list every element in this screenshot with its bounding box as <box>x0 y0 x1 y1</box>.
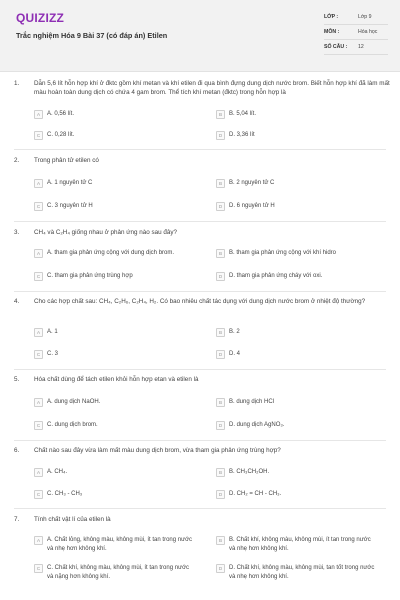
option-text: A. 1 nguyên tử C <box>47 180 93 186</box>
option-letter-box: B <box>216 249 225 258</box>
option-letter-box: C <box>34 272 43 281</box>
meta-key: SỐ CÂU : <box>324 44 348 50</box>
option-a[interactable] <box>34 110 194 119</box>
option-letter-box: C <box>34 490 43 499</box>
option-letter-box: D <box>216 350 225 359</box>
meta-value: 12 <box>358 44 364 50</box>
option-text: B. 2 nguyên tử C <box>229 180 275 186</box>
option-letter-box: D <box>216 421 225 430</box>
option-text: B. 5,04 lít. <box>229 111 257 117</box>
question-number: 1. <box>14 80 20 87</box>
meta-key: MÔN : <box>324 29 340 35</box>
option-letter-box: A <box>34 468 43 477</box>
question-text: Trong phân tử etilen có <box>34 157 99 164</box>
option-d[interactable] <box>216 131 376 140</box>
option-text: C. CH₃ - CH₃ <box>47 491 83 497</box>
question-text: Cho các hợp chất sau: CH₄, C₂H₆, C₂H₄, H₂. Có bao nhiêu chất tác dụng với dung dịch nước brom ở nhiệt độ thường? <box>34 298 366 305</box>
meta-value: Hóa học <box>358 29 378 35</box>
question-number: 7. <box>14 516 20 523</box>
option-letter-box: D <box>216 131 225 140</box>
option-a[interactable] <box>34 179 194 188</box>
option-c[interactable] <box>34 350 194 359</box>
question-divider <box>14 369 386 370</box>
option-d[interactable] <box>216 490 376 499</box>
option-text: A. 0,56 lít. <box>47 111 75 117</box>
option-b[interactable] <box>216 536 376 554</box>
question-number: 4. <box>14 298 20 305</box>
option-letter-box: A <box>34 536 43 545</box>
option-b[interactable] <box>216 110 376 119</box>
quiz-meta-panel <box>324 10 388 55</box>
option-text: D. 3,36 lít <box>229 132 255 138</box>
option-letter-box: B <box>216 328 225 337</box>
option-letter-box: C <box>34 564 43 573</box>
option-text: C. tham gia phản ứng trùng hợp <box>47 273 133 279</box>
option-text: D. dung dịch AgNO₃. <box>229 422 285 428</box>
question-divider <box>14 221 386 222</box>
option-text: B. Chất khí, không màu, không mùi, ít tan trong nước và nhẹ hơn không khí. <box>229 537 371 552</box>
option-text: D. tham gia phản ứng cháy với oxi. <box>229 273 323 279</box>
option-letter-box: C <box>34 131 43 140</box>
option-b[interactable] <box>216 179 376 188</box>
question-divider <box>14 440 386 441</box>
quiz-header <box>0 0 400 72</box>
option-letter-box: C <box>34 202 43 211</box>
option-letter-box: A <box>34 179 43 188</box>
option-letter-box: C <box>34 350 43 359</box>
option-c[interactable] <box>34 421 194 430</box>
option-text: C. dung dịch brom. <box>47 422 98 428</box>
option-d[interactable] <box>216 350 376 359</box>
option-a[interactable] <box>34 249 194 258</box>
option-letter-box: A <box>34 398 43 407</box>
option-text: C. 3 nguyên tử H <box>47 203 93 209</box>
option-text: B. CH₃CH₂OH. <box>229 469 270 475</box>
meta-value: Lớp 9 <box>358 14 372 20</box>
option-b[interactable] <box>216 328 376 337</box>
question-number: 2. <box>14 157 20 164</box>
option-d[interactable] <box>216 272 376 281</box>
option-text: C. 3 <box>47 351 59 357</box>
question-divider <box>14 291 386 292</box>
option-b[interactable] <box>216 468 376 477</box>
question-divider <box>14 149 386 150</box>
option-letter-box: A <box>34 328 43 337</box>
option-c[interactable] <box>34 490 194 499</box>
meta-row-subject <box>324 25 388 40</box>
option-text: D. 4 <box>229 351 241 357</box>
option-letter-box: B <box>216 398 225 407</box>
option-text: C. 0,28 lít. <box>47 132 75 138</box>
option-letter-box: D <box>216 490 225 499</box>
option-text: B. dung dịch HCl <box>229 399 275 405</box>
quizizz-logo[interactable]: QUIZIZZ <box>16 11 65 25</box>
option-c[interactable] <box>34 564 194 582</box>
option-text: A. 1 <box>47 329 58 335</box>
page-title: Trắc nghiệm Hóa 9 Bài 37 (có đáp án) Etilen <box>16 31 168 40</box>
option-c[interactable] <box>34 202 194 211</box>
option-letter-box: B <box>216 179 225 188</box>
option-a[interactable] <box>34 398 194 407</box>
question-divider <box>14 508 386 509</box>
option-c[interactable] <box>34 272 194 281</box>
question-number: 3. <box>14 229 20 236</box>
option-letter-box: D <box>216 564 225 573</box>
question-text: Tính chất vật lí của etilen là <box>34 516 111 523</box>
option-text: D. 6 nguyên tử H <box>229 203 275 209</box>
question-text: Chất nào sau đây vừa làm mất màu dung dịch brom, vừa tham gia phản ứng trùng hợp? <box>34 447 281 454</box>
option-text: A. tham gia phản ứng cộng với dung dịch brom. <box>47 250 175 256</box>
question-number: 6. <box>14 447 20 454</box>
option-text: A. Chất lỏng, không màu, không mùi, ít tan trong nước và nhẹ hơn không khí. <box>47 537 193 552</box>
meta-row-count <box>324 40 388 55</box>
option-text: B. 2 <box>229 329 240 335</box>
question-text: CH₄ và C₂H₄ giống nhau ở phản ứng nào sau đây? <box>34 229 178 236</box>
meta-row-class <box>324 10 388 25</box>
option-text: D. CH₂ = CH - CH₃. <box>229 491 282 497</box>
option-letter-box: C <box>34 421 43 430</box>
option-a[interactable] <box>34 468 194 477</box>
option-text: C. Chất khí, không màu, không mùi, ít tan trong nước và nặng hơn không khí. <box>47 565 190 580</box>
option-text: D. Chất khí, không màu, không mùi, tan tốt trong nước và nhẹ hơn không khí. <box>229 565 375 580</box>
option-a[interactable] <box>34 328 194 337</box>
option-c[interactable] <box>34 131 194 140</box>
question-number: 5. <box>14 376 20 383</box>
option-letter-box: A <box>34 110 43 119</box>
option-b[interactable] <box>216 398 376 407</box>
option-text: A. CH₄. <box>47 469 68 475</box>
question-text: Dẫn 5,6 lít hỗn hợp khí ở đktc gồm khí metan và khí etilen đi qua bình đựng dung dịch nước brom. Biết hỗn hợp khí đã làm mất màu hoàn toàn dung dịch có chứa 4 gam brom. Thể tích khí metan (đktc) trong hỗn hợp là <box>34 80 390 96</box>
option-d[interactable] <box>216 564 376 582</box>
question-text: Hóa chất dùng để tách etilen khỏi hỗn hợp etan và etilen là <box>34 376 199 383</box>
option-b[interactable] <box>216 249 376 258</box>
option-letter-box: B <box>216 536 225 545</box>
option-text: A. dung dịch NaOH. <box>47 399 101 405</box>
option-d[interactable] <box>216 202 376 211</box>
meta-key: LỚP : <box>324 14 339 20</box>
option-a[interactable] <box>34 536 194 554</box>
option-letter-box: B <box>216 468 225 477</box>
option-text: B. tham gia phản ứng cộng với khí hidro <box>229 250 337 256</box>
option-letter-box: A <box>34 249 43 258</box>
option-letter-box: D <box>216 272 225 281</box>
option-letter-box: B <box>216 110 225 119</box>
option-letter-box: D <box>216 202 225 211</box>
option-d[interactable] <box>216 421 376 430</box>
